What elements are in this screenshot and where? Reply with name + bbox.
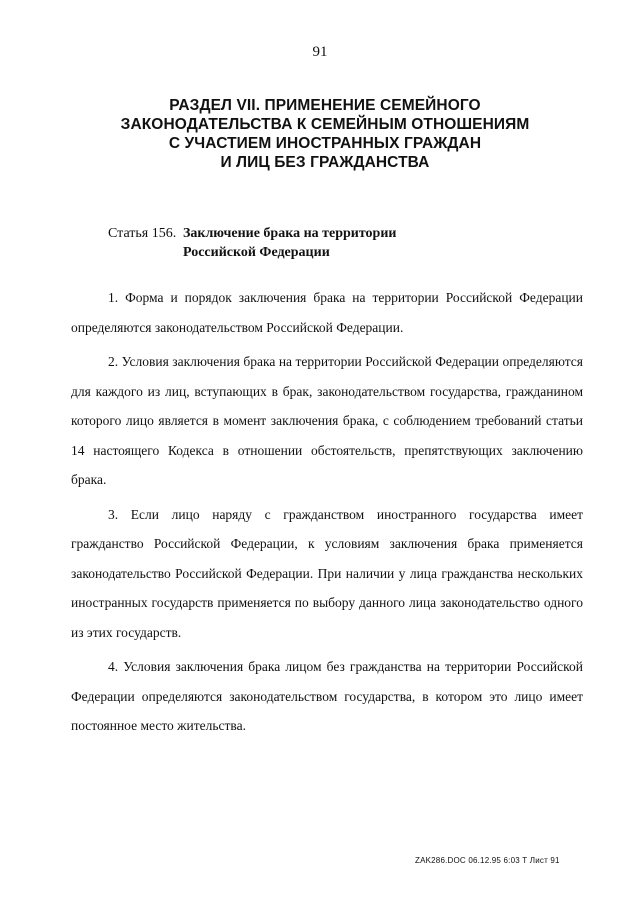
footer-document-code: ZAK286.DOC 06.12.95 6:03 Т Лист 91 <box>415 856 560 865</box>
section-title-line-3: С УЧАСТИЕМ ИНОСТРАННЫХ ГРАЖДАН <box>168 135 482 152</box>
section-title <box>80 96 570 172</box>
paragraph-2: 2. Условия заключения брака на территории Российской Федерации определяются для каждого из лиц, вступающих в брак, законодательством государства, гражданином которого лицо является в момент заключения брака, с соблюдением требований статьи 14 настоящего Кодекса в отношении обстоятельств, препятствующих заключению брака. <box>71 354 583 487</box>
article-title-line-1: Заключение брака на территории <box>183 226 397 241</box>
article-body <box>71 283 583 746</box>
article-heading <box>108 224 528 262</box>
section-title-line-4: И ЛИЦ БЕЗ ГРАЖДАНСТВА <box>220 154 430 171</box>
article-label: Статья 156. <box>108 226 177 241</box>
section-title-line-1: РАЗДЕЛ VII. ПРИМЕНЕНИЕ СЕМЕЙНОГО <box>169 97 481 114</box>
section-title-line-2: ЗАКОНОДАТЕЛЬСТВА К СЕМЕЙНЫМ ОТНОШЕНИЯМ <box>120 116 530 133</box>
paragraph-4: 4. Условия заключения брака лицом без гражданства на территории Российской Федерации определяются законодательством государства, в котором это лицо имеет постоянное место жительства. <box>71 659 583 733</box>
page-number: 91 <box>312 44 328 60</box>
article-title-line-2: Российской Федерации <box>183 245 330 260</box>
paragraph-1: 1. Форма и порядок заключения брака на территории Российской Федерации определяются законодательством Российской Федерации. <box>71 290 583 335</box>
paragraph-3: 3. Если лицо наряду с гражданством иностранного государства имеет гражданство Российской Федерации, к условиям заключения брака применяется законодательство Российской Федерации. При наличии у лица гражданства нескольких иностранных государств применяется по выбору данного лица законодательство одного из этих государств. <box>71 506 583 640</box>
